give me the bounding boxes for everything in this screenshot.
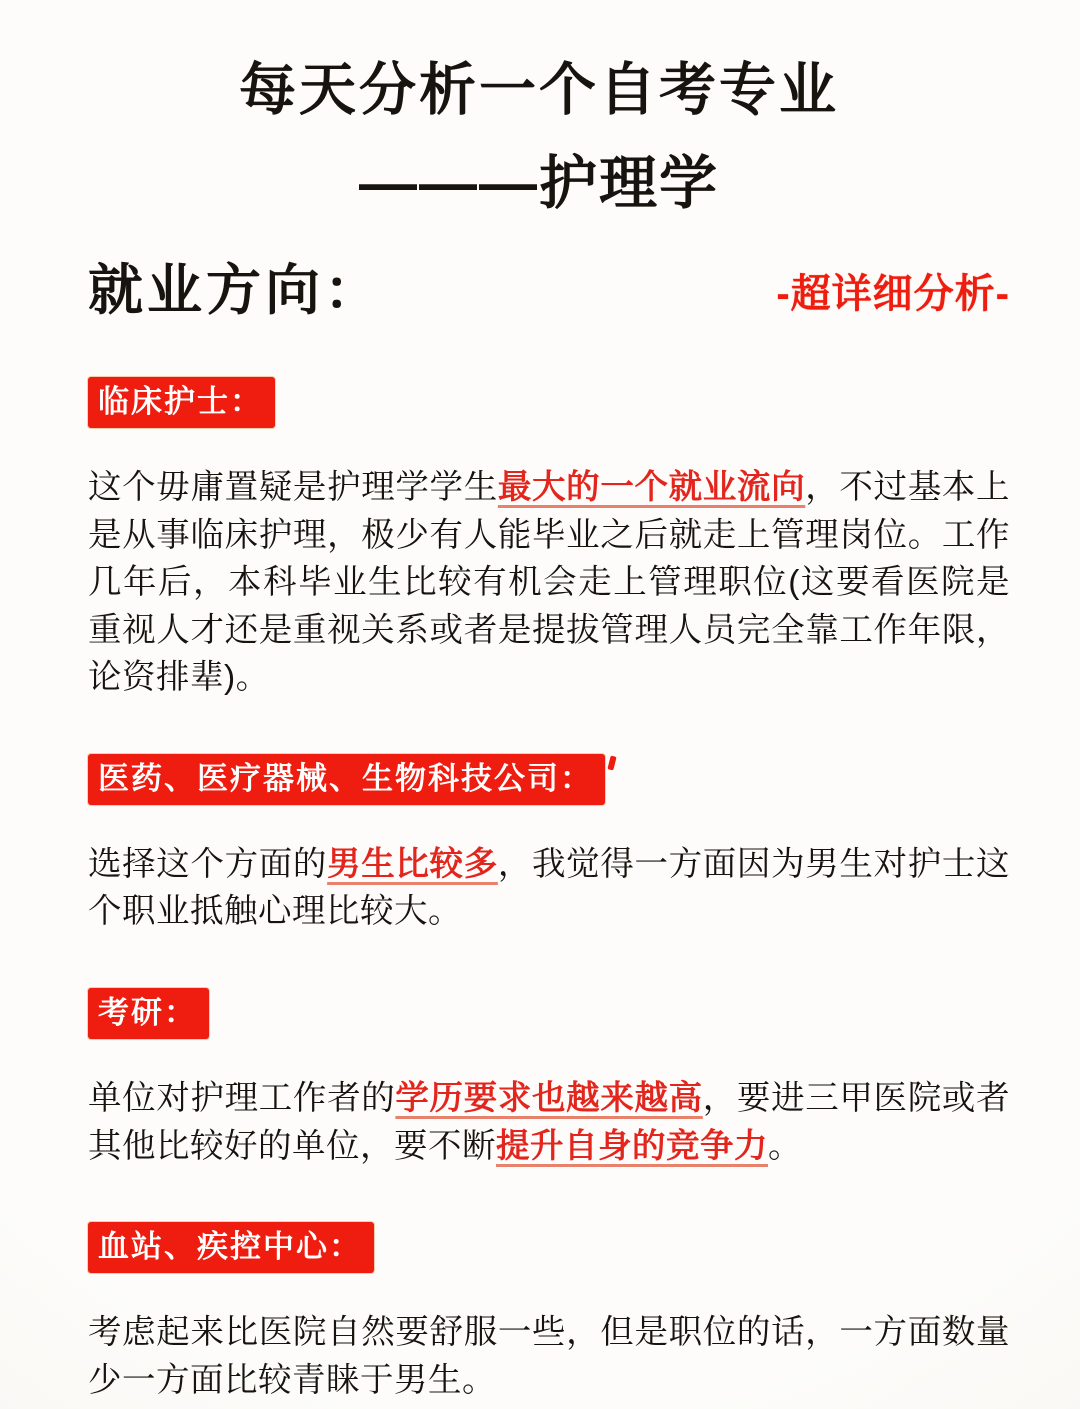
section-paragraph (88, 1309, 1010, 1404)
body-text: ，要进三甲医院或者其他比较好的单位，要不断 (88, 1079, 1011, 1165)
badge-row (88, 377, 1010, 428)
page-title: 每天分析一个自考专业 (239, 58, 839, 122)
employment-section (88, 1222, 1010, 1404)
section-badge: 医药、医疗器械、生物科技公司： (88, 754, 605, 805)
body-text: 考虑起来比医院自然要舒服一些，但是职位的话，一方面数量少一方面比较青睐于男生。 (88, 1314, 1010, 1399)
body-text: 单位对护理工作者的 (88, 1079, 396, 1117)
employment-heading: 就业方向： (88, 259, 384, 321)
detailed-analysis-tagline: -超详细分析- (776, 272, 1010, 316)
body-text: ，不过基本上是从事临床护理，极少有人能毕业之后就走上管理岗位。工作几年后，本科毕业生比较有机会走上管理职位(这要看医院是重视人才还是重视关系或者是提拔管理人员完全靠工作年限，论资排辈)。 (88, 469, 1011, 697)
section-paragraph (88, 464, 1010, 702)
badge-row (88, 1222, 1010, 1273)
section-paragraph (88, 841, 1010, 936)
highlighted-text: 学历要求也越来越高 (395, 1079, 703, 1117)
highlighted-text: 男生比较多 (327, 845, 498, 883)
badge-corner-tick (607, 755, 616, 770)
section-paragraph (88, 1075, 1010, 1170)
employment-section (88, 988, 1010, 1170)
body-text: ，我觉得一方面因为男生对护士这个职业抵触心理比较大。 (88, 845, 1011, 931)
sections-container (88, 377, 1010, 1404)
body-text: 这个毋庸置疑是护理学学生 (88, 469, 498, 506)
section-badge: 考研： (88, 988, 209, 1039)
page-subtitle: ———护理学 (358, 151, 719, 216)
highlighted-text: 最大的一个就业流向 (497, 469, 806, 506)
badge-row (88, 754, 1010, 805)
section-badge: 临床护士： (88, 377, 275, 428)
employment-section (88, 754, 1010, 936)
body-text: 选择这个方面的 (88, 845, 328, 883)
section-badge: 血站、疾控中心： (88, 1222, 374, 1273)
employment-section (88, 377, 1010, 702)
heading-row (88, 246, 1010, 325)
badge-row (88, 988, 1010, 1039)
body-text: 。 (768, 1127, 802, 1165)
highlighted-text: 提升自身的竞争力 (496, 1127, 768, 1165)
